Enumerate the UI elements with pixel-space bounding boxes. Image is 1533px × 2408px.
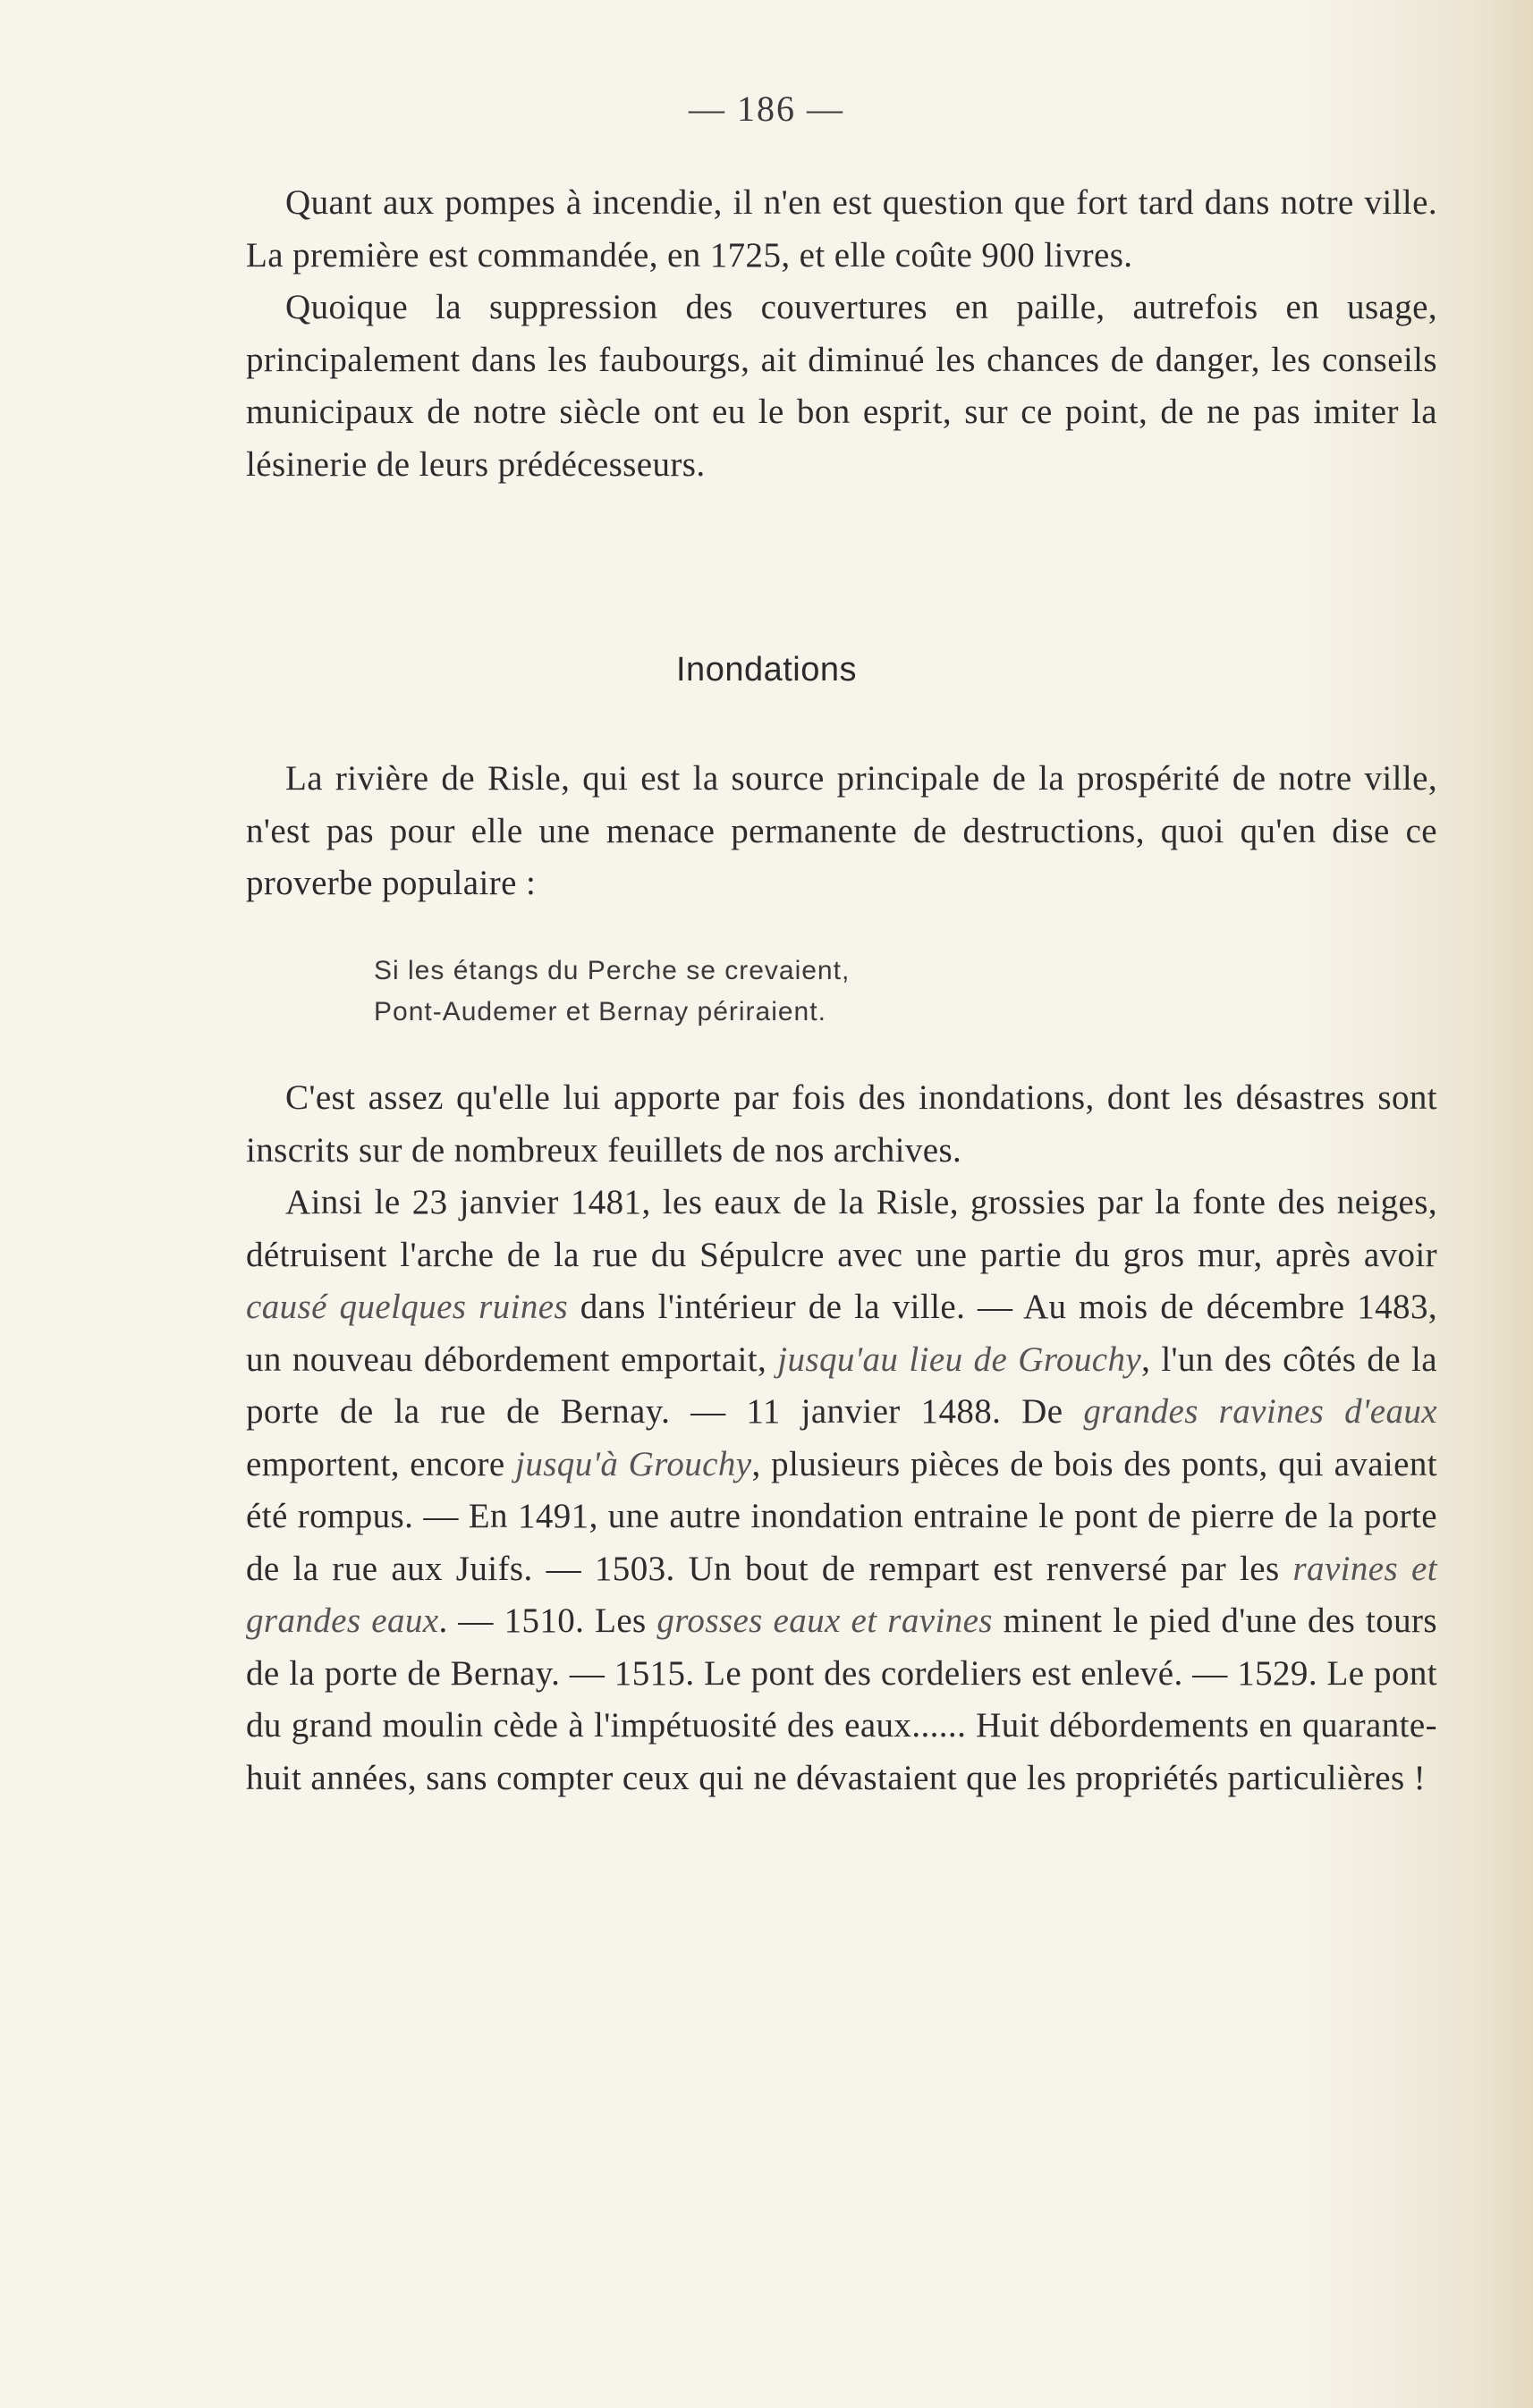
paragraph-thatch-roofs: Quoique la suppression des couvertures en paille, autrefois en usage, principalement dans les faubourgs, ait diminué les chances de danger, les conseils municipaux de notre siècle ont eu le bon esprit, sur ce point, de ne pas imiter la lésinerie de leurs prédécesseurs.	[246, 288, 1437, 484]
text-run: Ainsi le 23 janvier 1481, les eaux de la Risle, grossies par la fonte des neiges, détruisent l'arche de la rue du Sépulcre avec une partie du gros mur, après avoir	[246, 1183, 1437, 1274]
italic-quote: causé quelques ruines	[246, 1288, 569, 1326]
section-title: Inondations	[676, 651, 857, 689]
verse-line: Pont-Audemer et Bernay périraient.	[374, 997, 826, 1027]
paragraph-risle-river: La rivière de Risle, qui est la source principale de la prospérité de notre ville, n'est pas pour elle une menace permanente de destructions, quoi qu'en dise ce proverbe populaire :	[246, 759, 1437, 902]
italic-quote: ravines et grandes eaux	[246, 1549, 1437, 1640]
text-run: . — 1510. Les	[438, 1601, 657, 1640]
paragraph-fire-pumps: Quant aux pompes à incendie, il n'en est question que fort tard dans notre ville. La première est commandée, en 1725, et elle coûte 900 livres.	[246, 183, 1437, 275]
section-intro-text	[246, 753, 1437, 910]
intro-text	[246, 177, 1437, 491]
italic-quote: grandes ravines d'eaux	[1083, 1392, 1437, 1431]
floods-text	[246, 1072, 1437, 1804]
page-number: — 186 —	[689, 89, 844, 129]
text-run: , l'un des côtés de la porte de la rue de Bernay. — 11 janvier 1488. De	[246, 1339, 1437, 1431]
paragraph-flood-chronology	[246, 1177, 1437, 1804]
italic-quote: jusqu'à Grouchy	[515, 1444, 752, 1483]
paragraph-disasters: C'est assez qu'elle lui apporte par fois des inondations, dont les désastres sont inscrits sur de nombreux feuillets de nos archives.	[246, 1078, 1437, 1170]
text-run: minent le pied d'une des tours de la porte de Bernay. — 1515. Le pont des cordeliers est enlevé. — 1529. Le pont du grand moulin cède à l'impétuosité des eaux...... Huit débordements en quarante-huit années, sans compter ceux qui ne dévastaient que les propriétés particulières !	[246, 1601, 1437, 1797]
proverb-verse	[374, 951, 850, 1033]
text-run: dans l'intérieur de la ville. — Au mois de décembre 1483, un nouveau débordement emportait,	[246, 1288, 1437, 1379]
text-run: emportent, encore	[246, 1444, 516, 1483]
text-run: , plusieurs pièces de bois des ponts, qui avaient été rompus. — En 1491, une autre inondation entraine le pont de pierre de la porte de la rue aux Juifs. — 1503. Un bout de rempart est renversé par les	[246, 1444, 1437, 1588]
italic-quote: grosses eaux et ravines	[656, 1601, 993, 1640]
italic-quote: jusqu'au lieu de Grouchy	[777, 1339, 1142, 1379]
verse-line: Si les étangs du Perche se crevaient,	[374, 956, 851, 985]
